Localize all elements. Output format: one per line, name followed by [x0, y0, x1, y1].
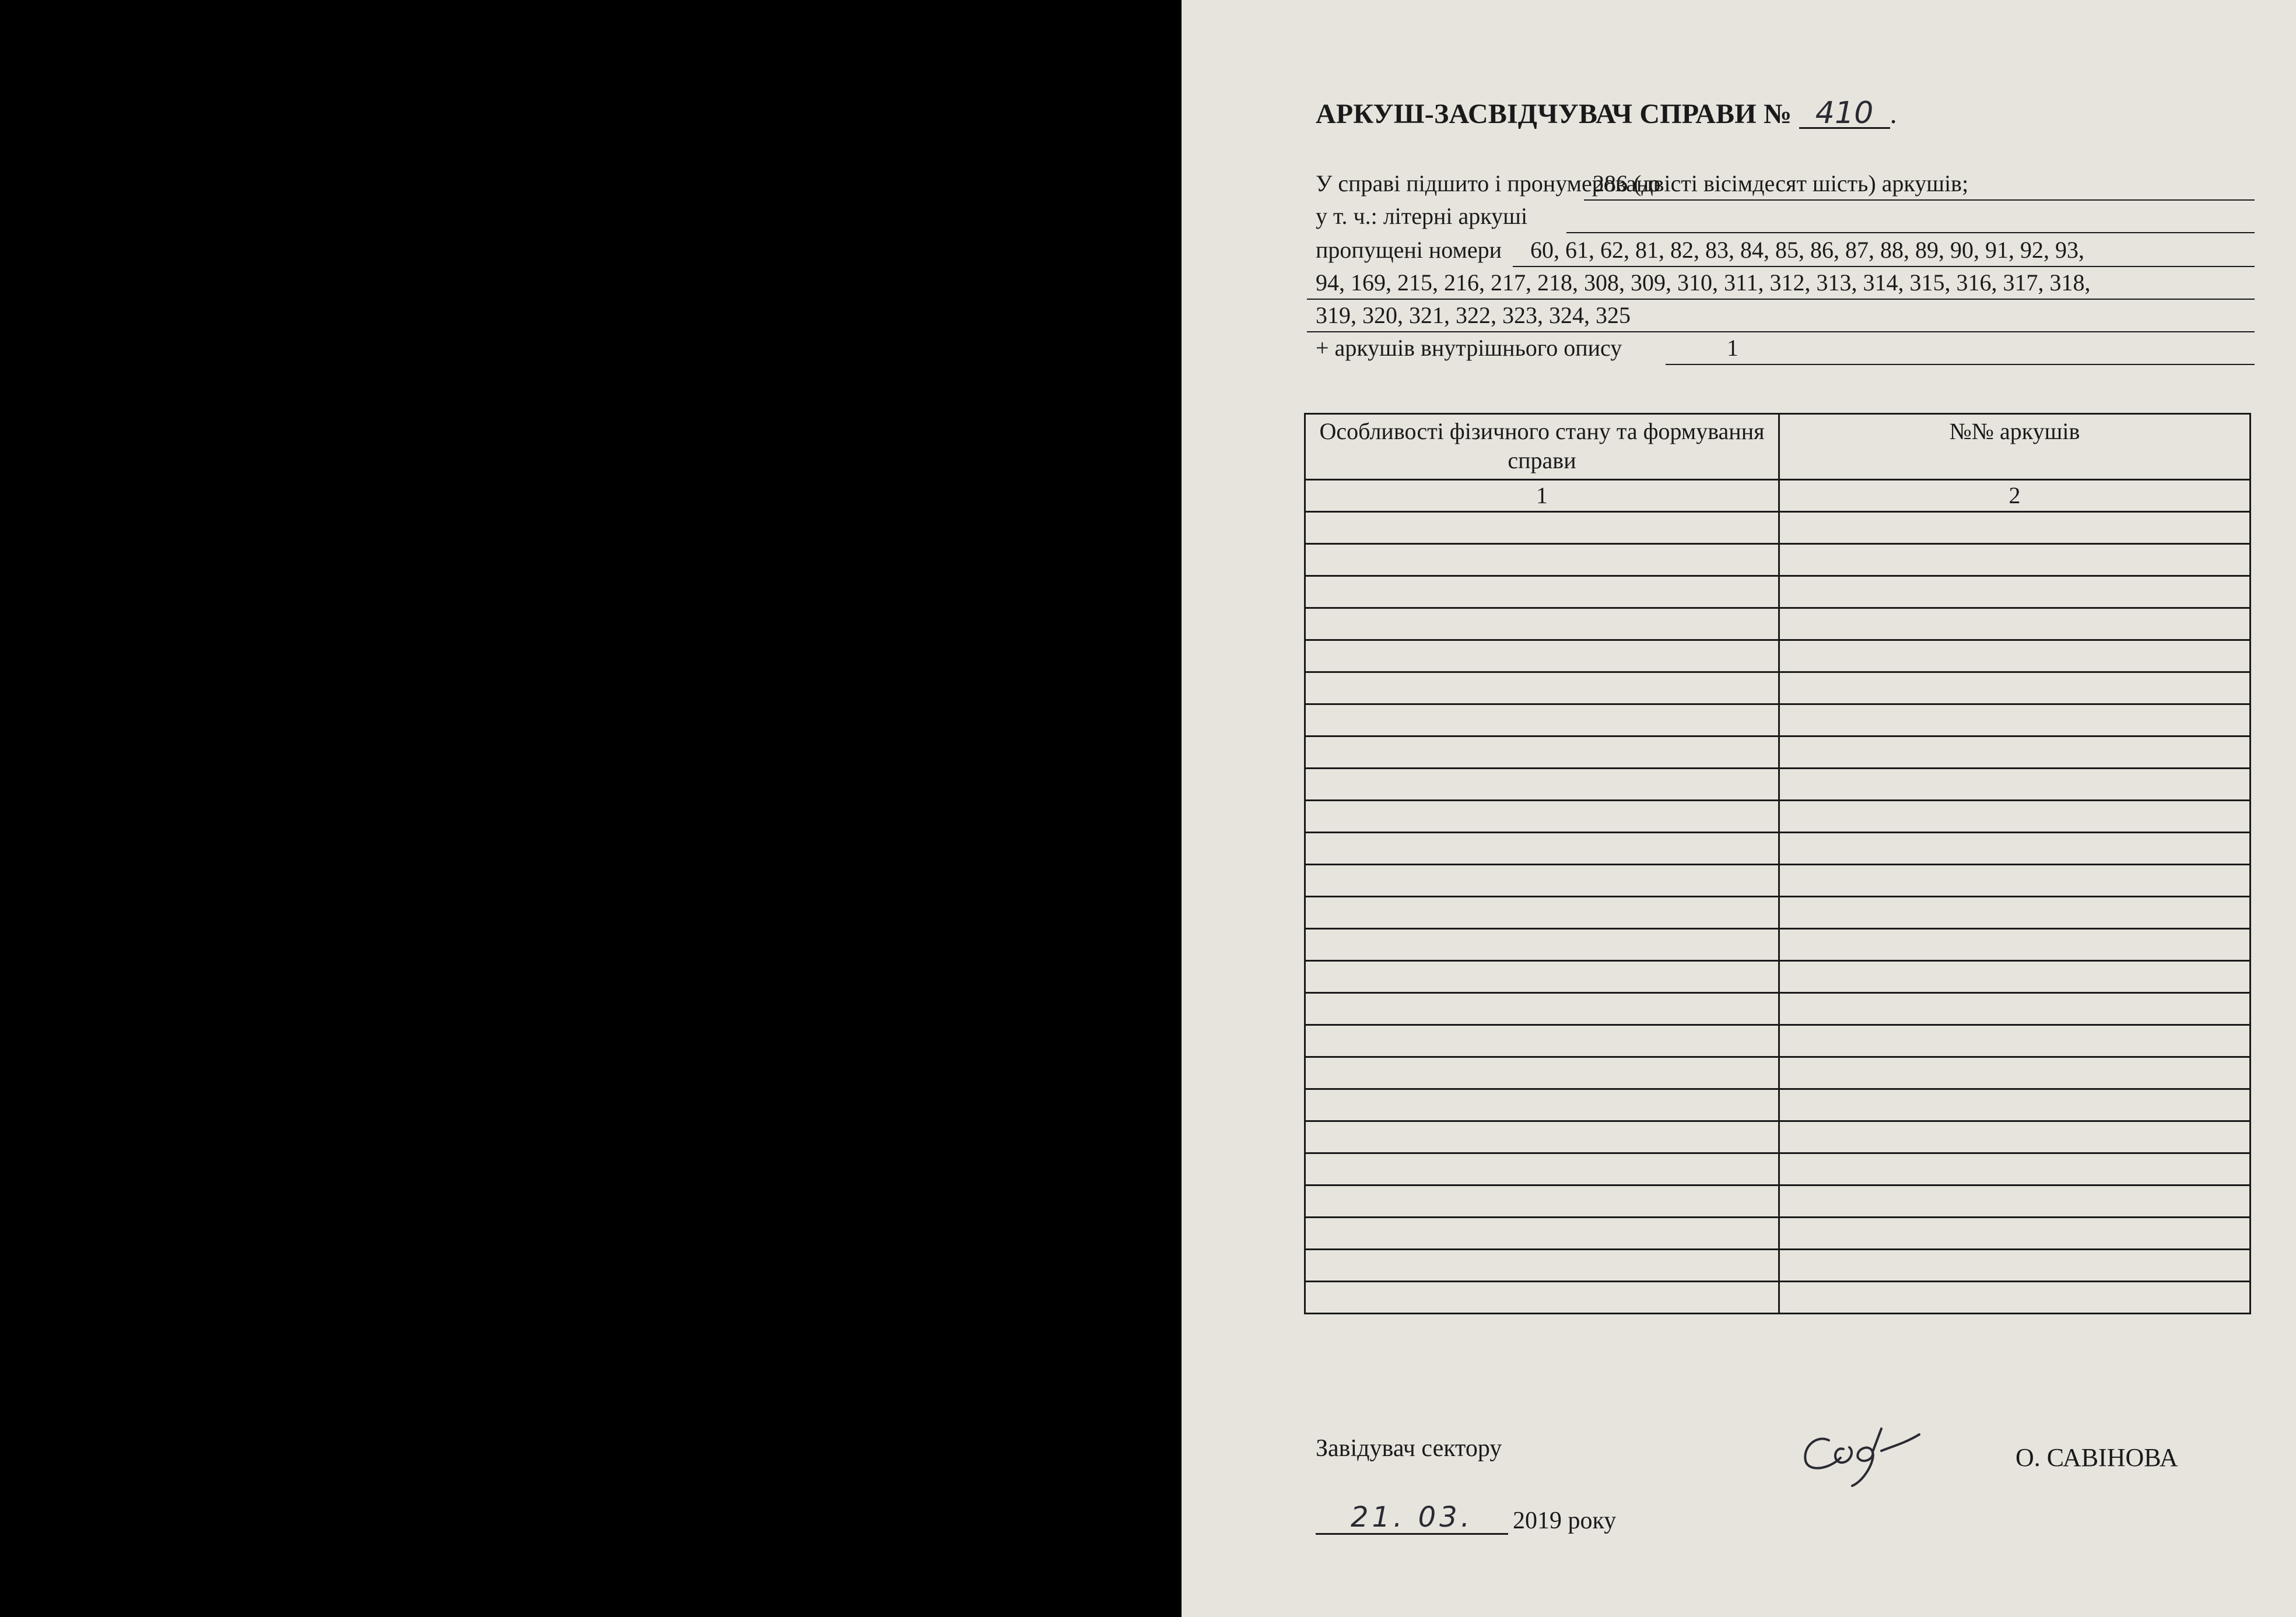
table-cell [1779, 801, 2251, 833]
document-title-text: АРКУШ-ЗАСВІДЧУВАЧ СПРАВИ № [1316, 99, 1792, 129]
col2-number: 2 [1779, 480, 2251, 512]
table-cell [1305, 704, 1779, 736]
table-cell [1779, 736, 2251, 769]
missing-numbers-label: пропущені номери [1316, 237, 1502, 263]
table-row [1305, 1025, 2251, 1057]
case-number: 410 [1799, 99, 1890, 129]
date-line [1316, 1496, 1677, 1537]
table-row [1305, 929, 2251, 961]
table-row [1305, 769, 2251, 801]
table-row [1305, 1282, 2251, 1314]
table-cell [1305, 833, 1779, 865]
sheets-count-value: 286 (двісті вісімдесят шість) аркушів; [1593, 170, 1969, 197]
table-cell [1779, 929, 2251, 961]
table-row [1305, 1185, 2251, 1218]
table-cell [1305, 1089, 1779, 1121]
table-cell [1305, 1282, 1779, 1314]
table-row [1305, 833, 2251, 865]
table-cell [1779, 608, 2251, 640]
document-page [1182, 0, 2296, 1617]
table-column-numbers-row [1305, 480, 2251, 512]
table-cell [1305, 929, 1779, 961]
missing-numbers-value-3: 319, 320, 321, 322, 323, 324, 325 [1316, 302, 1631, 328]
sheets-count-label: У справі підшито і пронумеровано [1316, 170, 1661, 197]
missing-numbers-line [1316, 234, 2255, 267]
missing-numbers-value-2: 94, 169, 215, 216, 217, 218, 308, 309, 310, 311, 312, 313, 314, 315, 316, 317, 318, [1316, 269, 2091, 296]
table-row [1305, 1153, 2251, 1185]
table-cell [1305, 544, 1779, 576]
letter-sheets-label: у т. ч.: літерні аркуші [1316, 203, 1528, 229]
table-row [1305, 801, 2251, 833]
document-title [1316, 98, 1897, 130]
col1-header: Особливості фізичного стану та формування справи [1305, 414, 1779, 480]
table-cell [1779, 544, 2251, 576]
table-row [1305, 1057, 2251, 1089]
sheets-count-line [1316, 168, 2255, 201]
table-cell [1779, 640, 2251, 672]
table-row [1305, 608, 2251, 640]
table-header-row [1305, 414, 2251, 480]
internal-inventory-value: 1 [1727, 335, 1738, 361]
table-row [1305, 736, 2251, 769]
table-cell [1779, 961, 2251, 993]
table-cell [1779, 576, 2251, 608]
table-cell [1305, 512, 1779, 544]
table-row [1305, 897, 2251, 929]
table-cell [1305, 1025, 1779, 1057]
table-cell [1305, 576, 1779, 608]
table-cell [1779, 1185, 2251, 1218]
table-cell [1305, 608, 1779, 640]
table-cell [1305, 672, 1779, 704]
table-row [1305, 544, 2251, 576]
internal-inventory-line [1316, 332, 2255, 365]
table-row [1305, 1218, 2251, 1250]
table-row [1305, 961, 2251, 993]
table-cell [1305, 897, 1779, 929]
table-cell [1779, 1282, 2251, 1314]
table-cell [1305, 1153, 1779, 1185]
col2-header: №№ аркушів [1779, 414, 2251, 480]
table-cell [1305, 961, 1779, 993]
table-row [1305, 1089, 2251, 1121]
table-cell [1779, 865, 2251, 897]
internal-inventory-label: + аркушів внутрішнього опису [1316, 335, 1622, 361]
table-cell [1305, 1057, 1779, 1089]
table-cell [1779, 1121, 2251, 1153]
table-cell [1779, 672, 2251, 704]
missing-numbers-value-1: 60, 61, 62, 81, 82, 83, 84, 85, 86, 87, 88, 89, 90, 91, 92, 93, [1530, 237, 2084, 263]
table-row [1305, 865, 2251, 897]
physical-condition-table [1304, 413, 2251, 1314]
table-row [1305, 1121, 2251, 1153]
table-cell [1779, 897, 2251, 929]
table-cell [1305, 1185, 1779, 1218]
table-cell [1779, 512, 2251, 544]
year-suffix: 2019 року [1513, 1507, 1617, 1534]
table-cell [1779, 704, 2251, 736]
table-cell [1305, 640, 1779, 672]
table-row [1305, 704, 2251, 736]
handwritten-signature [1794, 1417, 1934, 1487]
col1-number: 1 [1305, 480, 1779, 512]
table-cell [1305, 1250, 1779, 1282]
table-cell [1779, 993, 2251, 1025]
table-cell [1779, 833, 2251, 865]
table-cell [1305, 769, 1779, 801]
title-end: . [1890, 99, 1897, 129]
date-value: 21. 03. [1351, 1501, 1473, 1534]
table-row [1305, 993, 2251, 1025]
table-cell [1305, 865, 1779, 897]
table-cell [1305, 1121, 1779, 1153]
missing-numbers-continuation-2 [1307, 300, 2255, 332]
table-row [1305, 640, 2251, 672]
table-row [1305, 1250, 2251, 1282]
table-cell [1779, 1218, 2251, 1250]
table-cell [1305, 736, 1779, 769]
missing-numbers-continuation-1 [1307, 267, 2255, 300]
table-cell [1305, 801, 1779, 833]
table-cell [1305, 1218, 1779, 1250]
table-cell [1779, 1153, 2251, 1185]
table-row [1305, 576, 2251, 608]
table-row [1305, 512, 2251, 544]
table-cell [1779, 769, 2251, 801]
table-cell [1779, 1025, 2251, 1057]
table-row [1305, 672, 2251, 704]
letter-sheets-line [1316, 201, 2255, 233]
table-cell [1779, 1089, 2251, 1121]
table-cell [1779, 1057, 2251, 1089]
signer-position: Завідувач сектору [1316, 1435, 1502, 1462]
signer-name: О. САВІНОВА [2015, 1443, 2178, 1472]
table-cell [1779, 1250, 2251, 1282]
table-cell [1305, 993, 1779, 1025]
